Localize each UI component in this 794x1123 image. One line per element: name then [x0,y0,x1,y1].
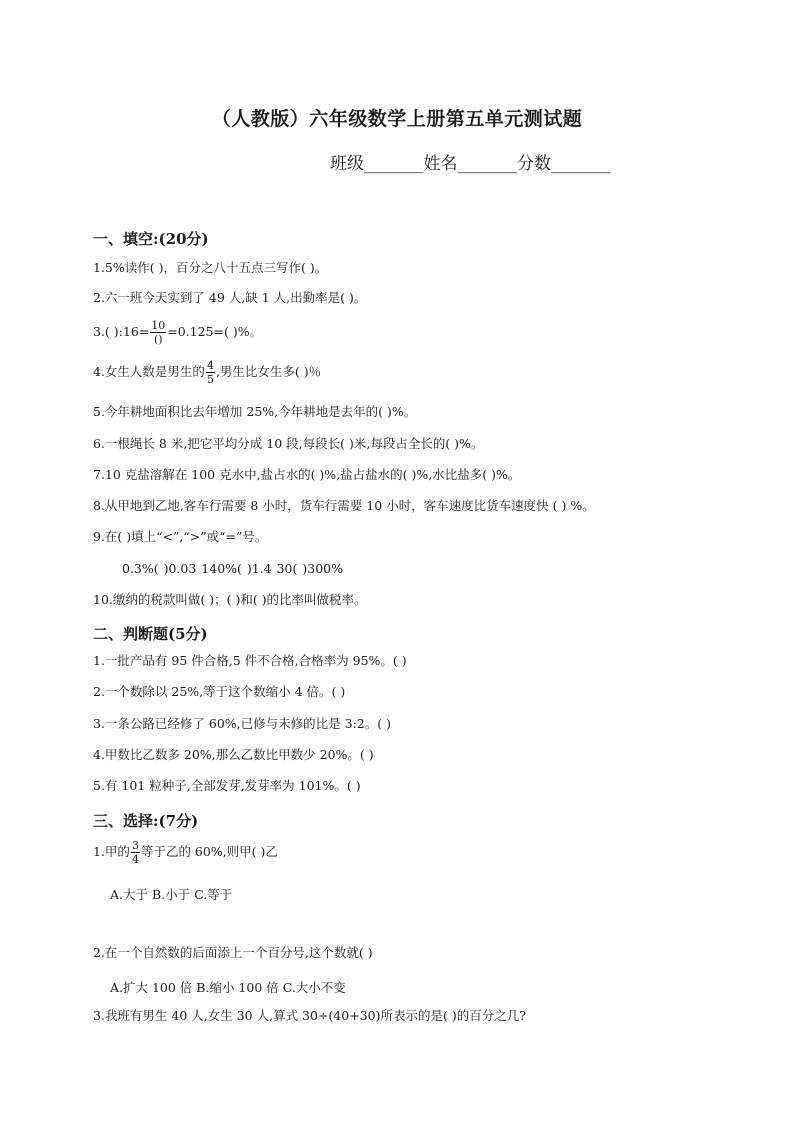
fill-question-4-pre: 4.女生人数是男生的 [93,364,205,379]
judge-question-1: 1.一批产品有 95 件合格,5 件不合格,合格率为 95%。( ) [93,653,407,668]
fill-question-3-pre: 3.( ):16= [93,324,150,339]
fraction [206,360,215,385]
fraction-numerator: 10 [151,319,166,332]
fill-question-3 [93,320,262,345]
page-title: （人教版）六年级数学上册第五单元测试题 [211,108,583,130]
choice-question-1-pre: 1.甲的 [93,844,130,859]
fill-question-1: 1.5%读作( )，百分之八十五点三写作( )。 [93,260,328,275]
choice-question-2: 2.在一个自然数的后面添上一个百分号,这个数就( ) [93,945,373,960]
fraction-numerator: 4 [206,359,214,372]
fraction-denominator: 4 [131,853,139,866]
choice-question-1-post: 等于乙的 60%,则甲( )乙 [140,844,278,859]
fraction-numerator: 3 [131,839,139,852]
choice-question-1-options: A.大于 B.小于 C.等于 [110,887,233,902]
section-choice-heading: 三、选择:(7分) [93,812,199,830]
judge-question-5: 5.有 101 粒种子,全部发芽,发芽率为 101%。( ) [93,778,361,793]
fraction-denominator: 5 [206,373,214,386]
section-fill-heading: 一、填空:(20分) [93,230,209,248]
fill-question-4-post: ,男生比女生多( )％ [215,364,322,379]
fill-question-9-items: 0.3%( )0.03 140%( )1.4 30( )300% [122,561,343,576]
judge-question-3: 3.一条公路已经修了 60%,已修与未修的比是 3:2。( ) [93,716,391,731]
section-judge-heading: 二、判断题(5分) [93,625,208,643]
fill-question-8: 8.从甲地到乙地,客车行需要 8 小时，货车行需要 10 小时，客车速度比货车速度快 ( ) %。 [93,498,595,513]
fill-question-4 [93,360,321,385]
fraction [150,320,166,345]
choice-question-1 [93,840,278,865]
fill-question-6: 6.一根绳长 8 米,把它平均分成 10 段,每段长( )米,每段占全长的( )%。 [93,436,484,451]
fill-question-5: 5.今年耕地面积比去年增加 25%,今年耕地是去年的( )%。 [93,404,417,419]
fraction [131,840,140,865]
fill-question-2: 2.六一班今天实到了 49 人,缺 1 人,出勤率是( )。 [93,290,367,305]
judge-question-2: 2.一个数除以 25%,等于这个数缩小 4 倍。( ) [93,684,346,699]
fraction-denominator: () [153,333,163,346]
fill-question-10: 10.缴纳的税款叫做( )；( )和( )的比率叫做税率。 [93,592,367,607]
judge-question-4: 4.甲数比乙数多 20%,那么乙数比甲数少 20%。( ) [93,747,374,762]
fill-question-7: 7.10 克盐溶解在 100 克水中,盐占水的( )%,盐占盐水的( )%,水比盐多( )%。 [93,467,521,482]
choice-question-2-options: A.扩大 100 倍 B.缩小 100 倍 C.大小不变 [110,980,346,995]
choice-question-3: 3.我班有男生 40 人,女生 30 人,算式 30÷(40+30)所表示的是( )的百分之几? [93,1008,526,1023]
fill-question-3-post: =0.125=( )%。 [167,324,263,339]
student-info-line: 班级_______姓名_______分数_______ [330,154,611,174]
fill-question-9: 9.在( )填上“<”,“>”或“=”号。 [93,529,268,544]
